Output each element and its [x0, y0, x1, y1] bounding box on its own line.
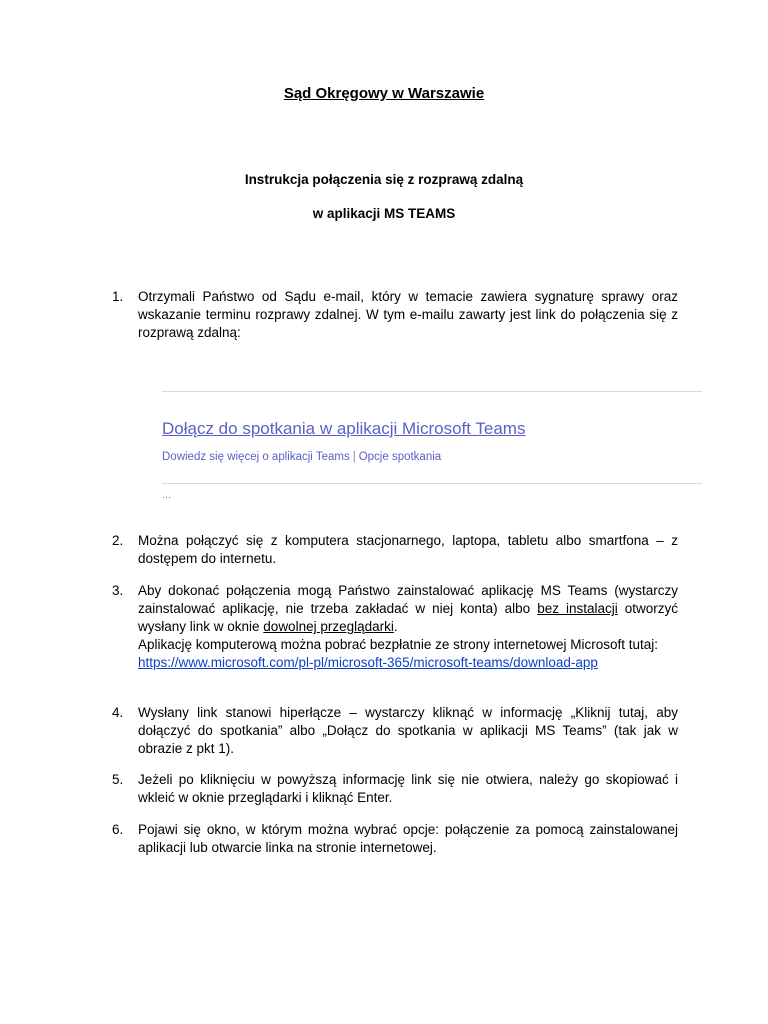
step-4 [112, 704, 678, 758]
teams-invite-image [162, 391, 702, 511]
teams-join-link[interactable]: Dołącz do spotkania w aplikacji Microsoft Teams [162, 419, 526, 438]
step-5 [112, 771, 678, 807]
document-title: Sąd Okręgowy w Warszawie [283, 85, 485, 102]
download-link[interactable]: https://www.microsoft.com/pl-pl/microsoft-365/microsoft-teams/download-app [138, 655, 598, 670]
document-subtitle-line2: w aplikacji MS TEAMS [312, 206, 456, 221]
step-number: 1. [112, 289, 124, 304]
any-browser-underlined: dowolnej przeglądarki [263, 619, 394, 634]
step-text-part: otworzyć wysłany link w oknie [138, 601, 679, 634]
step-text-part: Aby dokonać połączenia mogą Państwo zainstalować aplikację MS Teams (wystarczy zainstalować aplikację, nie trzeba zakładać w niej konta) albo [138, 583, 678, 616]
teams-meeting-options-link[interactable]: Opcje spotkania [358, 451, 442, 463]
download-text: Aplikację komputerową można pobrać bezpłatnie ze strony internetowej Microsoft tutaj: [138, 637, 659, 652]
step-text: Można połączyć się z komputera stacjonarnego, laptopa, tabletu albo smartfona – z dostępem do internetu. [138, 533, 678, 566]
step-text: Wysłany link stanowi hiperłącze – wystarczy kliknąć w informację „Kliknij tutaj, aby dołączyć do spotkania” albo „Dołącz do spotkania w aplikacji MS Teams” (tak jak w obrazie z pkt 1). [138, 705, 678, 756]
step-number: 3. [112, 583, 124, 598]
step-1 [112, 288, 678, 342]
divider [162, 391, 702, 392]
step-number: 4. [112, 705, 124, 720]
step-number: 2. [112, 533, 124, 548]
step-6 [112, 821, 678, 857]
step-text: Pojawi się okno, w którym można wybrać opcje: połączenie za pomocą zainstalowanej aplikacji lub otwarcie linka na stronie internetowej. [138, 822, 678, 855]
step-text [138, 582, 678, 636]
document-subtitle-line1: Instrukcja połączenia się z rozprawą zdalną [244, 172, 524, 187]
link-separator: | [352, 451, 356, 463]
ellipsis: ... [162, 489, 172, 501]
no-install-underlined: bez instalacji [537, 601, 618, 616]
step-3 [112, 582, 678, 672]
step-2 [112, 532, 678, 568]
divider [162, 483, 702, 484]
teams-learn-more-link[interactable]: Dowiedz się więcej o aplikacji Teams [162, 451, 350, 463]
step-text: Otrzymali Państwo od Sądu e-mail, który w temacie zawiera sygnaturę sprawy oraz wskazanie terminu rozprawy zdalnej. W tym e-mailu zawarty jest link do połączenia się z rozprawą zdalną: [138, 289, 678, 340]
teams-sub-links [162, 451, 441, 463]
step-number: 6. [112, 822, 124, 837]
step-text: Jeżeli po kliknięciu w powyższą informację link się nie otwiera, należy go skopiować i wkleić w oknie przeglądarki i kliknąć Enter. [138, 772, 678, 805]
step-text-part: . [393, 619, 398, 634]
step-number: 5. [112, 772, 124, 787]
